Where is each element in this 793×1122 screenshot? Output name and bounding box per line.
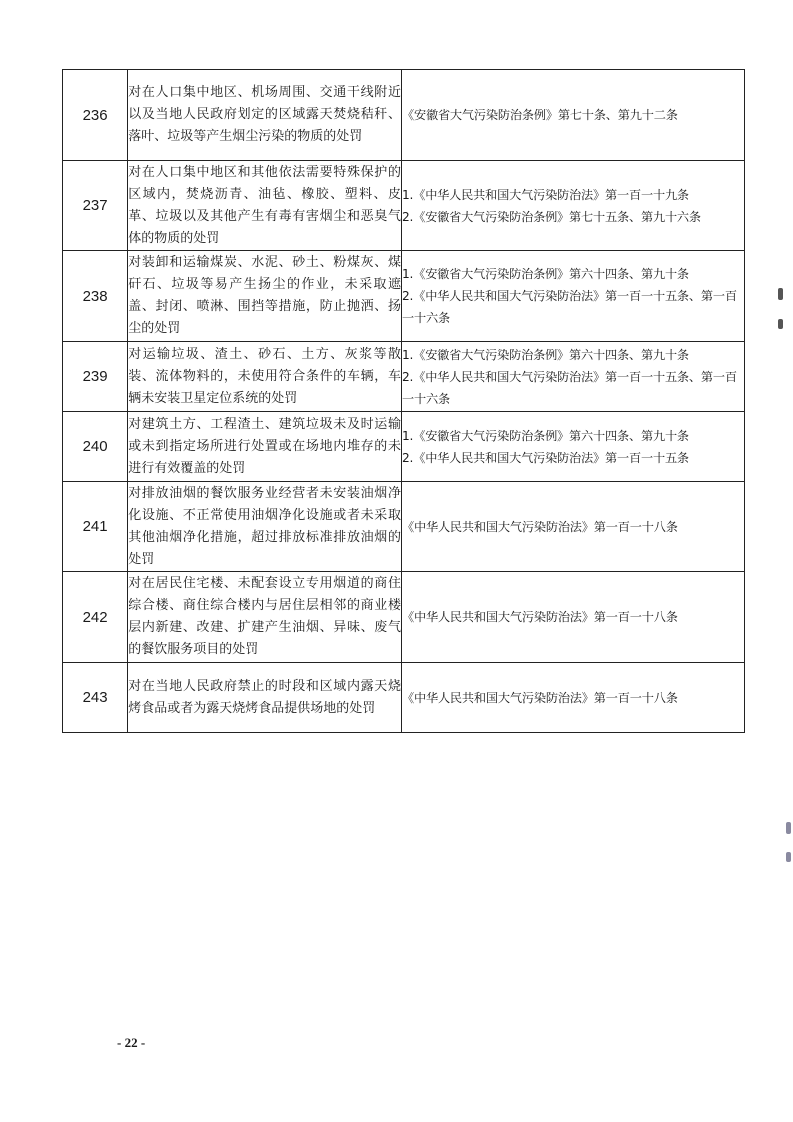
table-row — [63, 70, 745, 161]
legal-basis — [401, 161, 744, 251]
binding-hole-mark — [786, 852, 791, 862]
legal-basis-line: 《中华人民共和国大气污染防治法》第一百一十八条 — [401, 610, 678, 624]
row-number: 241 — [63, 482, 128, 572]
legal-basis-line: 《中华人民共和国大气污染防治法》第一百一十八条 — [401, 519, 678, 534]
row-number: 237 — [63, 161, 128, 251]
legal-basis-line: 《安徽省大气污染防治条例》第七十条、第九十二条 — [401, 108, 678, 122]
table-row — [63, 342, 745, 412]
legal-basis-line: 1.《安徽省大气污染防治条例》第六十四条、第九十条 — [401, 428, 689, 443]
legal-basis — [401, 342, 744, 412]
table-row — [63, 572, 745, 663]
row-number: 240 — [63, 412, 128, 482]
table-row — [63, 161, 745, 251]
legal-basis — [401, 70, 744, 161]
legal-basis-line: 2.《中华人民共和国大气污染防治法》第一百一十五条、第一百一十六条 — [401, 289, 737, 325]
binding-hole-mark — [778, 288, 783, 300]
table-body — [63, 70, 745, 733]
table-row — [63, 251, 745, 342]
legal-basis-line: 2.《中华人民共和国大气污染防治法》第一百一十五条、第一百一十六条 — [401, 369, 737, 406]
row-number: 242 — [63, 572, 128, 663]
table-row — [63, 412, 745, 482]
penalty-item: 对运输垃圾、渣土、砂石、土方、灰浆等散装、流体物料的，未使用符合条件的车辆，车辆未安装卫星定位系统的处罚 — [128, 342, 402, 412]
page-number: - 22 - — [117, 1035, 146, 1050]
table-row — [63, 482, 745, 572]
legal-basis-line: 2.《安徽省大气污染防治条例》第七十五条、第九十六条 — [401, 209, 701, 224]
penalty-item: 对在当地人民政府禁止的时段和区域内露天烧烤食品或者为露天烧烤食品提供场地的处罚 — [128, 663, 402, 733]
row-number: 238 — [63, 251, 128, 342]
legal-basis-line: 《中华人民共和国大气污染防治法》第一百一十八条 — [401, 690, 678, 705]
legal-basis — [401, 572, 744, 663]
legal-basis-line: 1.《安徽省大气污染防治条例》第六十四条、第九十条 — [401, 347, 689, 362]
penalty-item: 对在人口集中地区、机场周围、交通干线附近以及当地人民政府划定的区域露天焚烧秸秆、落叶、垃圾等产生烟尘污染的物质的处罚 — [128, 70, 402, 161]
legal-basis — [401, 663, 744, 733]
legal-basis — [401, 412, 744, 482]
binding-hole-mark — [778, 319, 783, 329]
legal-basis — [401, 482, 744, 572]
penalty-item: 对在人口集中地区和其他依法需要特殊保护的区域内，焚烧沥青、油毡、橡胶、塑料、皮革、垃圾以及其他产生有毒有害烟尘和恶臭气体的物质的处罚 — [128, 161, 402, 251]
binding-hole-mark — [786, 822, 791, 834]
penalty-item: 对排放油烟的餐饮服务业经营者未安装油烟净化设施、不正常使用油烟净化设施或者未采取其他油烟净化措施，超过排放标准排放油烟的处罚 — [128, 482, 402, 572]
legal-basis — [401, 251, 744, 342]
row-number: 243 — [63, 663, 128, 733]
penalty-items-table — [62, 69, 745, 733]
legal-basis-line: 1.《安徽省大气污染防治条例》第六十四条、第九十条 — [401, 267, 689, 281]
legal-basis-line: 2.《中华人民共和国大气污染防治法》第一百一十五条 — [401, 450, 689, 465]
row-number: 236 — [63, 70, 128, 161]
legal-basis-line: 1.《中华人民共和国大气污染防治法》第一百一十九条 — [401, 187, 689, 202]
row-number: 239 — [63, 342, 128, 412]
penalty-item: 对在居民住宅楼、未配套设立专用烟道的商住综合楼、商住综合楼内与居住层相邻的商业楼层内新建、改建、扩建产生油烟、异味、废气的餐饮服务项目的处罚 — [128, 572, 402, 663]
penalty-item: 对装卸和运输煤炭、水泥、砂土、粉煤灰、煤矸石、垃圾等易产生扬尘的作业，未采取遮盖、封闭、喷淋、围挡等措施，防止抛洒、扬尘的处罚 — [128, 251, 402, 342]
penalty-item: 对建筑土方、工程渣土、建筑垃圾未及时运输或未到指定场所进行处置或在场地内堆存的未进行有效覆盖的处罚 — [128, 412, 402, 482]
table-row — [63, 663, 745, 733]
